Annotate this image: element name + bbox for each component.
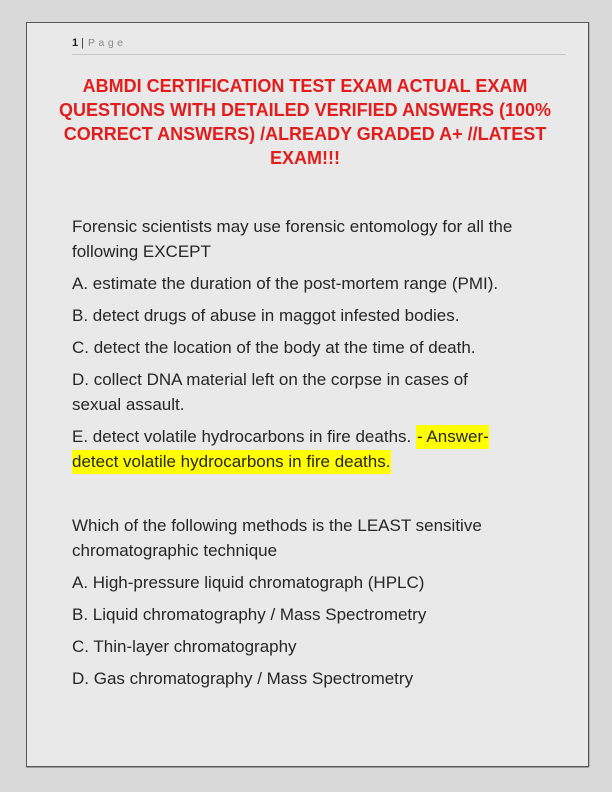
question-1-option-c: C. detect the location of the body at the time of death. [72, 338, 476, 357]
page-number: 1 [72, 37, 79, 49]
question-1-option-b: B. detect drugs of abuse in maggot infested bodies. [72, 306, 460, 325]
question-2-option-b: B. Liquid chromatography / Mass Spectrometry [72, 605, 427, 624]
question-2-text: Which of the following methods is the LEAST sensitive chromatographic technique [72, 516, 482, 560]
question-1-answer-highlight: - Answer- detect volatile hydrocarbons in fire deaths. [72, 425, 489, 474]
document-title: ABMDI CERTIFICATION TEST EXAM ACTUAL EXAM QUESTIONS WITH DETAILED VERIFIED ANSWERS (100% CORRECT ANSWERS) /ALREADY GRADED A+ //LATEST EXAM!!! [58, 76, 552, 168]
question-2-option-c: C. Thin-layer chromatography [72, 637, 297, 656]
question-2-option-d: D. Gas chromatography / Mass Spectrometry [72, 669, 414, 688]
question-1-option-a: A. estimate the duration of the post-mortem range (PMI). [72, 274, 499, 293]
question-1-text: Forensic scientists may use forensic entomology for all the following EXCEPT [72, 217, 513, 261]
question-2-option-a: A. High-pressure liquid chromatograph (HPLC) [72, 573, 425, 592]
page-header [72, 36, 566, 55]
document-page [26, 22, 589, 767]
question-1-option-e-text: E. detect volatile hydrocarbons in fire deaths. [72, 427, 416, 446]
question-1-option-e [72, 424, 517, 474]
page-content [27, 23, 588, 691]
page-label: Page [87, 37, 127, 49]
document-body [72, 214, 517, 691]
blank-line [72, 481, 517, 506]
page-number-separator: | [81, 37, 84, 49]
question-1-option-d: D. collect DNA material left on the corpse in cases of sexual assault. [72, 370, 468, 414]
